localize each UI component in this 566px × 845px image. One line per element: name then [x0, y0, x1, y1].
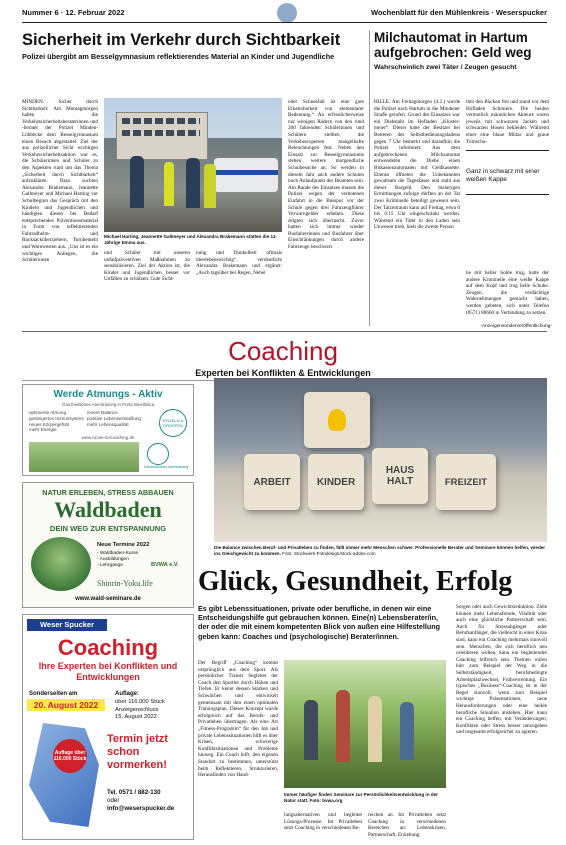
ws-anzeigenschluss-label: Anzeigenschluss — [115, 707, 159, 713]
wald-dates-title: Neue Termine 2022 — [97, 542, 150, 548]
atmung-logo-icon — [147, 443, 169, 465]
page-header — [22, 6, 547, 22]
masthead-logo-icon — [277, 3, 297, 23]
ws-oder: oder — [107, 797, 120, 804]
wald-org: BVWA e.V. — [151, 562, 179, 568]
cubes-photo — [214, 378, 547, 542]
column-divider — [369, 30, 370, 326]
cube-kinder: KINDER — [308, 454, 364, 510]
atmung-url[interactable]: www.nicole-luscoaching.de — [81, 435, 135, 440]
right-article-col1: HILLE. Am Freitagmorgen (4.2.) wurde die Polizei nach Hartum in die Mindener Straße gerufen. Grund des Einsatzes war ein Diebstahl im Hofladen „Klostermeier“. Dieser hatte der Besitzer bei Betreten des Selbstbedienungsladens gegen 7 Uhr bemerkt und daraufhin die Polizei informiert. Aus dem aufgebrochenen Milchautomat entwendeten die Diebe einen Bitkassenautomaten mit Geldkassette. Ebenso öffneten die Unbekannten gewaltsam die Tageskasse und stahl aus dieser Bargeld. Den bisherigen Ermittlungen zufolge dürften an der Tat zwei Kriminelle beteiligt gewesen sein. Der Tatzeitraum kann auf Freitag, etwa 0 bis 0.15 Uhr eingeschränkt werden. Während ein Täter in den Laden sein Unwesen trieb, hielt die zweite Person — [374, 99, 460, 231]
article-subline: Polizei übergibt am Besselgymnasium reflektierendes Material an Kinder und Jugendliche — [22, 52, 335, 61]
ws-email[interactable]: info@weserspucker.de — [107, 805, 175, 812]
atmung-bullet: optimierte Atmung — [29, 410, 67, 415]
ws-tel[interactable]: Tel. 0571 / 882-130 — [107, 789, 161, 796]
atmung-bullets-2 — [87, 410, 141, 427]
ws-logo: Weser Spucker — [27, 619, 107, 631]
pull-quote: Ganz in schwarz mit einer weißen Kappe — [466, 168, 540, 183]
ws-subtitle: Ihre Experten bei Konflikten und Entwicklungen — [38, 661, 178, 682]
feature-col4: Sorgen oder auch Gewichtsreduktion. Ziele können mehr Lebensfreude, Vitalität oder auch eine glückliche Partnerschaft sein. Auch für Stressabgänger oder Berufsanfänger, die vielleicht in einer Krise sind, kann ein Coaching mehrmals sinnvoll sein. Menschen, die sich beruflich neu orientieren wollen, kann ein begleitendes Coaching hilfreich sein. Themen wären hier zum Beispiel der Weg in die Selbstständigkeit, berufsbedingte Arbeitsplatzwechsel, Frühverrentung. Ein typisches „Business“-Coaching ist in der Regel sinnvoll, wenn zum Beispiel wichtige Präsentationen, neue Herausforderungen oder eine heikle berufliche Situation anstehen. Hier kann ein Coaching helfen, mit Veränderungen, Konflikten oder Stress besser umzugehen und insgesamt erfolgreicher zu agieren. — [456, 604, 547, 736]
atmung-brand: Ganzheitliches Atemtraining — [143, 465, 189, 469]
atmung-bullet: mehr Energie — [29, 427, 57, 433]
ws-anzeigenschluss: 15. August 2022 — [115, 714, 157, 720]
ad-label: -Anzeigensonderveröffentlichung- — [480, 324, 552, 329]
wald-photo — [31, 537, 91, 591]
police-photo-caption: Michael Harting, Jeannette Gallmeyer und Alexandra Brakemann statten die 11-Jährige Emma aus. — [104, 234, 277, 245]
atmung-bullet: innere Balance — [87, 410, 118, 415]
ws-date: 20. August 2022 — [27, 699, 105, 711]
wald-top: NATUR ERLEBEN, STRESS ABBAUEN — [42, 488, 174, 497]
wald-title: Waldbaden — [54, 497, 162, 522]
ad-waldbaden[interactable] — [22, 482, 194, 608]
header-divider — [22, 22, 547, 23]
article-text-col3: nung und Dunkelheit oftmals überlebenswichtig“, verdeutlicht Alexandra Brakemann und ergänzt: „Auch tagsüber bei Regen, Nebel — [196, 250, 282, 276]
feature-headline: Glück, Gesundheit, Erfolg — [198, 566, 513, 597]
ws-termin: Termin jetzt schon vormerken! — [107, 733, 168, 771]
quote-rule-top — [466, 150, 549, 151]
article-headline: Sicherheit im Verkehr durch Sichtbarkeit — [22, 31, 341, 49]
wald-items — [97, 551, 138, 569]
feature-col3: reichen an. Im Privatleben setzt Coaching in verschiedenen Bereichen an: Lebenskrisen, Partnerschaft, Erziehung, — [368, 812, 446, 838]
cube-freizeit: FREIZEIT — [436, 454, 496, 510]
cube-arbeit: ARBEIT — [244, 454, 300, 510]
atmung-bullet: mehr Lebensqualität — [87, 421, 129, 427]
atmung-title: Werde Atmungs - Aktiv — [53, 389, 163, 400]
quote-rule-bottom — [466, 194, 549, 195]
atmung-photo — [29, 442, 139, 472]
wald-item: - Ausbildungen — [97, 557, 129, 562]
ws-title: Coaching — [57, 635, 159, 660]
ws-map-icon — [29, 723, 99, 827]
wald-item: - Lehrgänge — [97, 563, 123, 568]
ws-auflage-label: Auflage: — [115, 691, 139, 697]
ad-weserspucker[interactable] — [22, 614, 194, 840]
cubes-caption — [214, 545, 547, 556]
cube-haushalt: HAUS HALT — [372, 448, 428, 504]
atmung-bullets-1 — [29, 410, 84, 433]
coaching-title: Coaching — [228, 336, 338, 366]
article-text-col2: und Schüler mit unseren unfallpräventiven Maßnahmen zu sensibilisieren. Ziel der Aktion ist, die Kinder und Jugendlichen besser vor Unfällen zu schützen. Gute Sicht- — [104, 250, 190, 283]
feature-col1: Der Begriff „Coaching“ kommt ursprünglich aus dem Sport. Als persönlicher Trainer begleitet der Coach den Sportler durch Höhen und Tiefen. Er kennt dessen Stärken und Schwächen und entwickelt gemeinsam mit ihm einen optimalen Trainingsplan. Dieses Konzept wurde erfolgreich auf das Berufs- und Privatleben übertragen. Als eine Art „Fitness-Programm“ für den Job und private Lebenssituationen hilft es über Krisen, schwierige Konfliktsituationen und Probleme hinweg. Ein Coach hilft, den eigenen Standort zu bestimmen, unterstützt beim Reflektieren, Strukturieren, Herausfinden von Hand- — [198, 660, 278, 779]
coaching-subtitle: Experten bei Konflikten & Entwicklungen — [195, 368, 371, 378]
nature-photo — [284, 660, 446, 788]
atmung-bullet: neues Körpergefühl — [29, 421, 70, 427]
police-photo — [104, 98, 282, 232]
issue-date: Nummer 6 · 12. Februar 2022 — [22, 8, 125, 17]
atmung-badge: EINZELN & GRUPPEN — [159, 409, 187, 437]
article-text-col4: oder Schneefall ist eine gute Erkennbarkeit von elementarer Bedeutung.“ An erfreulicherweise nur wenigen Rädern von den rund 200 fahrenden Schülerinnen und Schülern stellten die Verkehrsexperten mangelhafte Beleuchtungen fest. Neben den Einsatz zur Besselgymnasiums stehen weitere morgendliche Schulbesuche an. So werden in diesem Jahr auch andere Schulen noch Anlaufpunkt der Beamten sein. Am Rande des Einsatzes musste die Polizei wegen der verbotenen Einfahrt in die Busspur vor der Schule gegen drei Fahrzeugführer Verwarngelder erheben. Diese zeigten sich überrascht. Zuvor hatten sich immer wieder Busfahrerinnen und Busfahrer über Einschränkungen durch andere Fahrzeuge beschwert. — [288, 99, 364, 251]
nature-photo-caption: Immer häufiger finden Seminare zur Persönlichkeitsentwicklung in der Natur statt. Foto: bvwa.org — [284, 792, 438, 803]
right-article-headline: Milchautomat in Hartum aufgebrochen: Geld weg — [374, 30, 532, 60]
cubes-caption-text: Die Balance zwischen Beruf- und Privatleben zu finden, fällt immer mehr Menschen schwer. Professionelle Berater und Seminare können helfen, wieder ins Gleichgewicht zu kommen. — [214, 545, 546, 556]
ws-badge: Auflage über 116.000 Stück — [53, 739, 87, 773]
feature-lead: Es gibt Lebenssituationen, private oder berufliche, in denen wir eine Entscheidungshilfe gut gebrauchen können. Eine(n) Lebensberater/in, der oder die mit einem kompetenten Blick von außen eine Hilfestellung geben kann: Coaches und (psychologische) Berater/innen. — [198, 604, 441, 641]
atmung-bullet: gesteigertes Immunsystem — [29, 415, 84, 421]
section-divider — [22, 331, 547, 332]
atmung-bullet: positive Lebenseinstellung — [87, 415, 141, 421]
atmung-subtitle: Ganzheitliches Atemtraining in Porta Westfalica — [61, 402, 155, 407]
ws-auflage: über 116.000 Stück — [115, 699, 165, 705]
publication-name: Wochenblatt für den Mühlenkreis · Weserspucker — [370, 8, 547, 17]
wald-item: - Waldbaden-Kurse — [97, 551, 139, 556]
right-article-subline: Wahrscheinlich zwei Täter / Zeugen gesucht — [374, 64, 517, 71]
wald-brand: Shinrin-Yoku.life — [97, 579, 153, 588]
article-text-col1: MINDEN. Sicher durch Sichtbarkeit: Am Montagmorgen haben die Verkehrssicherheitsberaterinnen und -berater der Polizei Minden-Lübbecke dem Besselgymnasium einen Besuch abgestattet. Ziel der aus polizeilicher Sicht wichtigen Verkehrssicherheitsaktion war es, die Schülerinnen und Schüler zu den Aspekten rund um das Thema „Sicherheit durch Sichtbarkeit“ aufzuklären. Dazu suchten Alexandra Brakemann, Jeannette Gallmeyer und Michael Harting vor Schulbeginn das Gespräch mit den Kindern und Jugendlichen und händigten diesen bei Bedarf entsprechendes Präventionsmaterial in Form von reflektierenden Fahrradhelm- und Rucksacküberziehern, Turnbeuteln und Warnwesten aus. „Uns ist es ein wichtiges Anliegen, die Schülerinnen — [22, 99, 98, 264]
cubes-credit: Foto: Stockwerk-Fotodesign/stock-adobe.com — [282, 550, 376, 556]
ws-date-label: Sonderseiten am — [29, 691, 78, 697]
wald-url[interactable]: www.wald-seminare.de — [75, 596, 141, 602]
right-article-col2-bottom: he mit heller Sohle trug, hatte der andere Kriminelle eine weiße Kappe auf dem Kopf und trug helle Schuhe. Zeugen, die verdächtige Wahrnehmungen gemacht haben, werden gebeten, sich unter Telefon (0571) 88660 in Verbindung zu setzen. — [466, 270, 549, 316]
feature-col2: lungsalternativen und begleitet Lösungs-Prozesse. Im Privatleben setzt Coaching in verschiedenen Be- — [284, 812, 362, 832]
wald-subtitle: DEIN WEG ZUR ENTSPANNUNG — [49, 524, 167, 533]
lightbulb-icon — [328, 409, 346, 431]
ad-atmung[interactable] — [22, 384, 194, 476]
right-article-col2-top: ihm den Rücken frei und stand vor dem Hofladen Schmiere. Die beiden vermutlich männlichen Akteure waren jeweils mit schwarzen Jacken und schwarzen Hosen bekleidet. Während einer eine blaue Mütze und graue Turnschu- — [466, 99, 549, 145]
